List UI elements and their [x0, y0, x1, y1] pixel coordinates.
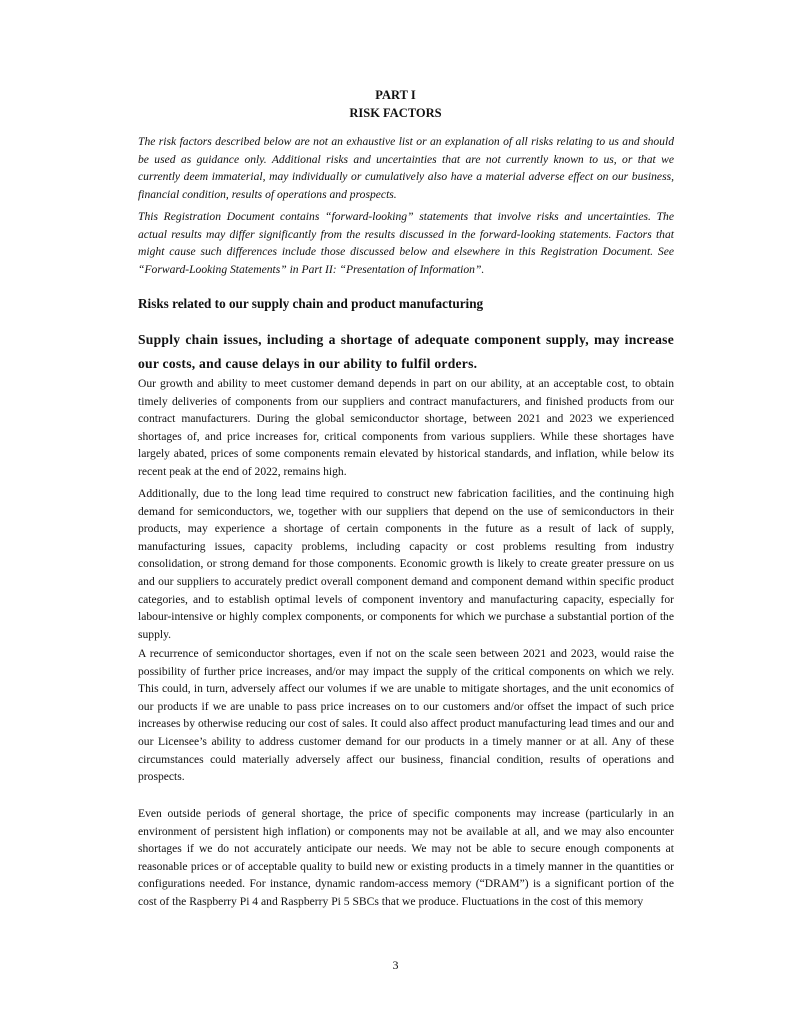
intro-paragraph: This Registration Document contains “forward-looking” statements that involve risks and uncertainties. The actual results may differ significantly from the results discussed in the forward-looking statements. Factors that might cause such differences include those discussed below and elsewhere in this Registration Document. See “Forward-Looking Statements” in Part II: “Presentation of Information”.: [138, 210, 674, 276]
risk-heading: Supply chain issues, including a shortage of adequate component supply, may increase our costs, and cause delays in our ability to fulfil orders.: [138, 332, 674, 371]
section-heading: Risks related to our supply chain and product manufacturing: [138, 296, 484, 311]
part-label: PART I: [375, 88, 416, 102]
body-paragraph: Additionally, due to the long lead time required to construct new fabrication facilities, and the continuing high demand for semiconductors, we, together with our suppliers that depend on the use of semiconductors in their products, may experience a shortage of certain components in the future as a result of lack of supply, manufacturing issues, capacity problems, including capacity or cost problems resulting from industry consolidation, or strong demand for those components. Economic growth is likely to create greater pressure on us and our suppliers to accurately predict overall component demand and component demand within specific product categories, and to establish optimal levels of component inventory and manufacturing capacity, especially for labour-intensive or highly complex components, or components for which we purchase a substantial portion of the supply.: [138, 487, 674, 641]
body-paragraph: Even outside periods of general shortage, the price of specific components may increase (particularly in an environment of persistent high inflation) or components may not be available at all, and we may also encounter shortages if we do not accurately anticipate our needs. We may not be able to secure enough components at reasonable prices or of acceptable quality to build new or existing products in a timely manner in the quantities or configurations needed. For instance, dynamic random-access memory (“DRAM”) is a significant portion of the cost of the Raspberry Pi 4 and Raspberry Pi 5 SBCs that we produce. Fluctuations in the cost of this memory: [138, 807, 674, 908]
intro-paragraph: The risk factors described below are not an exhaustive list or an explanation of all risks relating to us and should be used as guidance only. Additional risks and uncertainties that are not currently known to us, or that we currently deem immaterial, may individually or cumulatively also have a material adverse effect on our business, financial condition, results of operations and prospects.: [138, 135, 674, 201]
page-number: 3: [392, 958, 399, 972]
body-paragraph: A recurrence of semiconductor shortages, even if not on the scale seen between 2021 and 2023, would raise the possibility of further price increases, and/or may impact the supply of the critical components on which we rely. This could, in turn, adversely affect our volumes if we are unable to mitigate shortages, and the unit economics of our products if we are unable to pass price increases on to our customers and/or offset the impact of such price increases by otherwise reducing our cost of sales. It could also affect product manufacturing lead times and our and our Licensee’s ability to address customer demand for our products in a timely manner or at all. Any of these circumstances could materially adversely affect our business, financial condition, results of operations and prospects.: [138, 647, 674, 784]
page-title: RISK FACTORS: [349, 106, 442, 120]
body-paragraph: Our growth and ability to meet customer demand depends in part on our ability, at an acceptable cost, to obtain timely deliveries of components from our suppliers and contract manufacturers, and finished products from our contract manufacturers. During the global semiconductor shortage, between 2021 and 2023 we experienced shortages of, and price increases for, critical components from various suppliers. While these shortages have largely abated, prices of some components remain elevated by historical standards, and inflation, while below its recent peak at the end of 2022, remains high.: [138, 377, 674, 478]
